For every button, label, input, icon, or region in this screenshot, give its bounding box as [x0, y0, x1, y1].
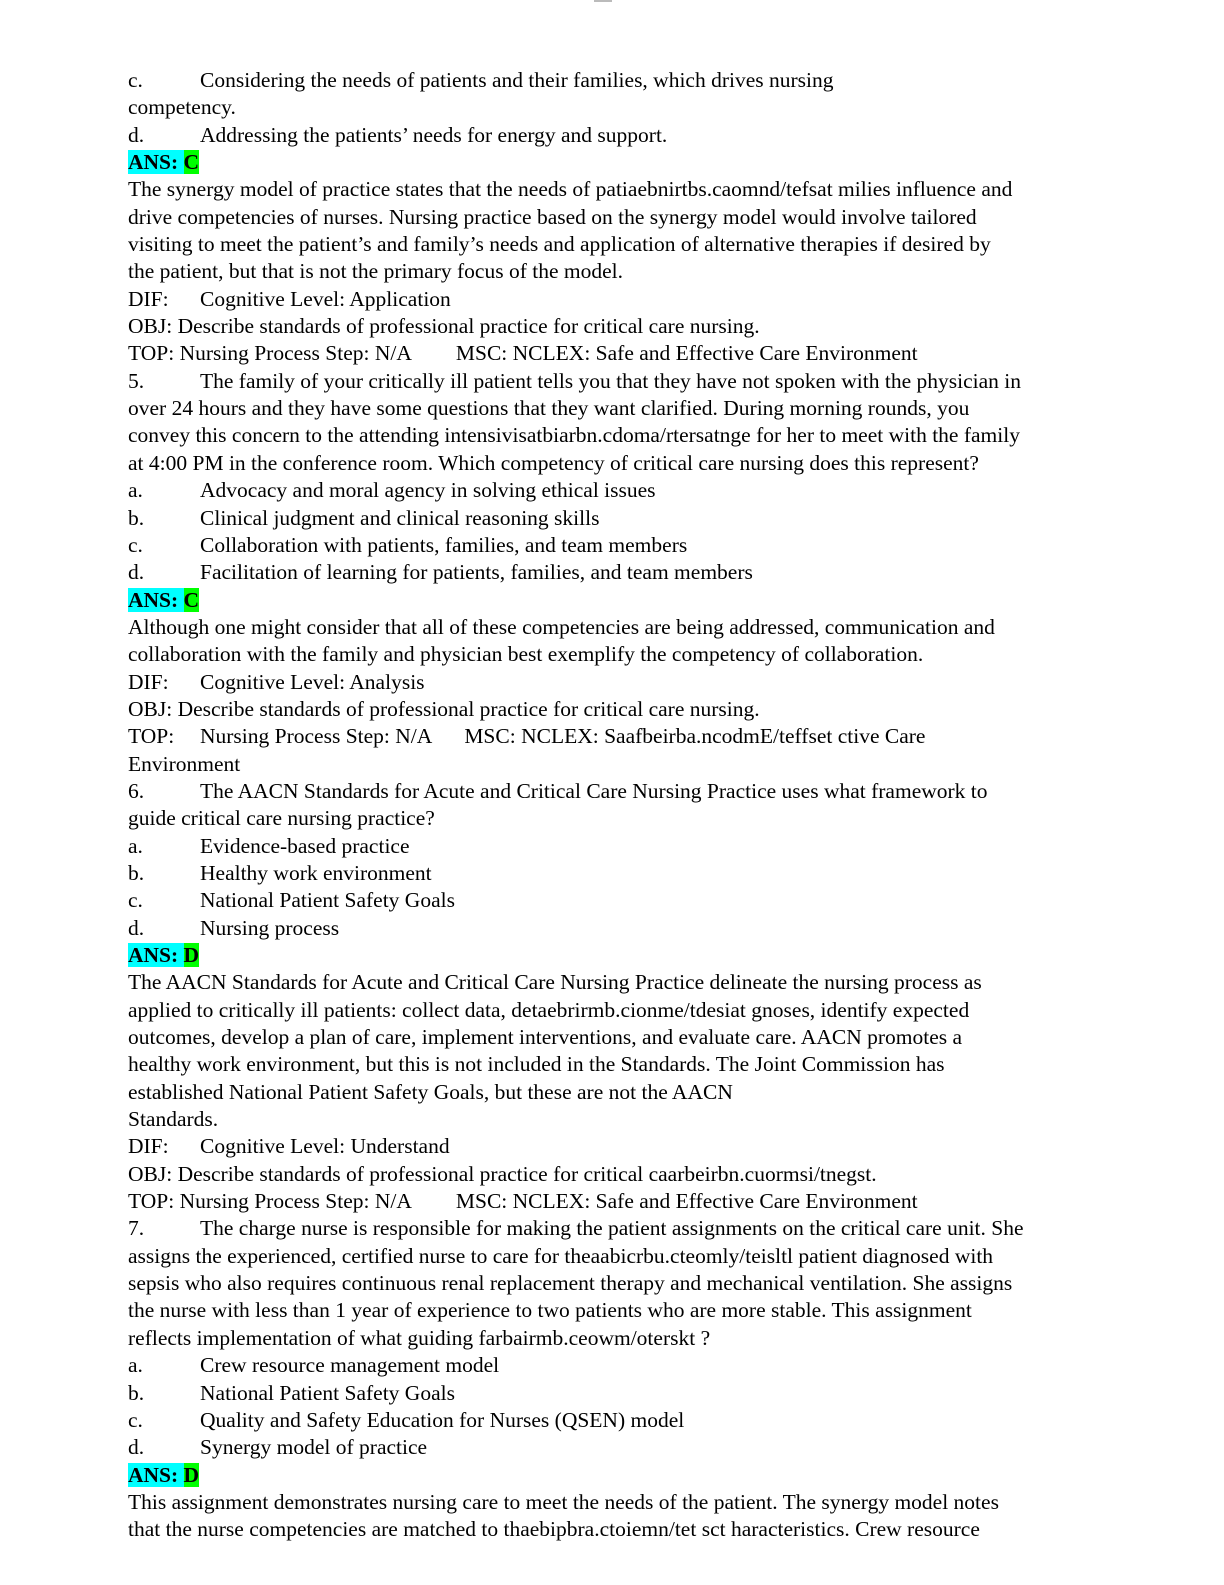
answer-letter: C — [183, 587, 200, 612]
labeled-line — [128, 1380, 1128, 1407]
line-text: Cognitive Level: Understand — [200, 1134, 450, 1159]
text-line — [128, 805, 1128, 832]
labeled-line — [128, 778, 1128, 805]
line-label: c. — [128, 532, 143, 557]
line-text: Cognitive Level: Analysis — [200, 669, 425, 694]
line-text: The charge nurse is responsible for making the patient assignments on the critical care unit. She — [200, 1216, 1024, 1241]
labeled-line — [128, 833, 1128, 860]
line-label: DIF: — [128, 1134, 169, 1159]
labeled-line — [128, 477, 1128, 504]
text-line — [128, 176, 1128, 203]
line-text: Evidence-based practice — [200, 833, 410, 858]
text-line — [128, 1051, 1128, 1078]
line-label: a. — [128, 1353, 143, 1378]
category-text: MSC: NCLEX: Safe and Effective Care Environment — [455, 341, 918, 366]
line-text: that the nurse competencies are matched to thaebipbra.ctoiemn/tet sct haracteristics. Crew resource — [128, 1517, 980, 1542]
line-text: collaboration with the family and physician best exemplify the competency of collaboration. — [128, 642, 924, 667]
line-text: established National Patient Safety Goals, but these are not the AACN — [128, 1079, 733, 1104]
text-line — [128, 1079, 1128, 1106]
answer-key-label: ANS: — [128, 587, 184, 612]
line-text: Advocacy and moral agency in solving ethical issues — [200, 478, 656, 503]
line-label: c. — [128, 1407, 143, 1432]
labeled-line — [128, 887, 1128, 914]
line-label: a. — [128, 833, 143, 858]
text-line — [128, 422, 1128, 449]
text-line — [128, 395, 1128, 422]
labeled-line — [128, 559, 1128, 586]
line-text: Quality and Safety Education for Nurses (QSEN) model — [200, 1407, 685, 1432]
topic-label: TOP: — [128, 724, 175, 749]
labeled-line — [128, 915, 1128, 942]
document-page — [128, 67, 1128, 1544]
answer-key-label: ANS: — [128, 943, 184, 967]
text-line — [128, 313, 1128, 340]
answer-line — [128, 1462, 1128, 1489]
labeled-line — [128, 505, 1128, 532]
line-text: This assignment demonstrates nursing care to meet the needs of the patient. The synergy model notes — [128, 1489, 999, 1514]
text-line — [128, 258, 1128, 285]
text-line — [128, 1270, 1128, 1297]
line-label: b. — [128, 1380, 145, 1405]
line-text: The AACN Standards for Acute and Critical Care Nursing Practice delineate the nursing process as — [128, 970, 982, 995]
labeled-line — [128, 860, 1128, 887]
page-top-mark — [594, 0, 612, 2]
answer-line — [128, 942, 1128, 969]
labeled-line — [128, 1407, 1128, 1434]
line-text: reflects implementation of what guiding farbairmb.ceowm/oterskt ? — [128, 1325, 711, 1350]
line-label: 5. — [128, 368, 145, 393]
meta-line — [128, 1188, 1128, 1215]
topic-text: Nursing Process Step: N/A — [200, 724, 433, 749]
labeled-line — [128, 122, 1128, 149]
meta-line — [128, 723, 1128, 750]
line-text: The AACN Standards for Acute and Critical Care Nursing Practice uses what framework to — [200, 778, 988, 803]
line-text: healthy work environment, but this is not included in the Standards. The Joint Commission has — [128, 1052, 945, 1077]
text-line — [128, 231, 1128, 258]
labeled-line — [128, 286, 1128, 313]
line-label: d. — [128, 1435, 145, 1460]
topic-text: TOP: Nursing Process Step: N/A — [128, 1189, 412, 1214]
labeled-line — [128, 1133, 1128, 1160]
labeled-line — [128, 1215, 1128, 1242]
answer-badge — [128, 150, 199, 174]
line-text: National Patient Safety Goals — [200, 888, 455, 913]
answer-badge — [128, 588, 199, 612]
text-line — [128, 450, 1128, 477]
line-label: d. — [128, 915, 145, 940]
line-text: Although one might consider that all of these competencies are being addressed, communication and — [128, 614, 995, 639]
category-text: MSC: NCLEX: Safe and Effective Care Environment — [455, 1189, 918, 1214]
line-text: Considering the needs of patients and their families, which drives nursing — [200, 68, 834, 92]
line-text: the nurse with less than 1 year of experience to two patients who are more stable. This assignment — [128, 1298, 972, 1323]
answer-letter: C — [183, 150, 200, 175]
text-line — [128, 204, 1128, 231]
answer-badge — [128, 943, 199, 967]
line-text: Synergy model of practice — [200, 1435, 428, 1460]
line-text: Healthy work environment — [200, 860, 432, 885]
category-text: MSC: NCLEX: Saafbeirba.ncodmE/teffset ctive Care — [464, 724, 926, 749]
text-line — [128, 969, 1128, 996]
answer-line — [128, 149, 1128, 176]
answer-key-label: ANS: — [128, 1462, 184, 1487]
line-label: c. — [128, 68, 143, 92]
text-line — [128, 1243, 1128, 1270]
line-text: sepsis who also requires continuous renal replacement therapy and mechanical ventilation. She assigns — [128, 1271, 1013, 1296]
answer-letter: D — [183, 943, 200, 967]
topic-text: TOP: Nursing Process Step: N/A — [128, 341, 412, 366]
line-text: Clinical judgment and clinical reasoning skills — [200, 505, 600, 530]
labeled-line — [128, 669, 1128, 696]
line-label: DIF: — [128, 286, 169, 311]
line-text: the patient, but that is not the primary focus of the model. — [128, 259, 623, 284]
text-line — [128, 1489, 1128, 1516]
answer-badge — [128, 1463, 199, 1487]
text-line — [128, 1516, 1128, 1543]
line-text: Collaboration with patients, families, and team members — [200, 532, 688, 557]
answer-key-label: ANS: — [128, 150, 184, 175]
text-line — [128, 997, 1128, 1024]
line-text: Addressing the patients’ needs for energy and support. — [200, 122, 668, 147]
line-text: Standards. — [128, 1107, 219, 1132]
line-label: b. — [128, 505, 145, 530]
line-label: 7. — [128, 1216, 145, 1241]
line-label: 6. — [128, 778, 145, 803]
text-line — [128, 641, 1128, 668]
line-text: The family of your critically ill patient tells you that they have not spoken with the physician in — [200, 368, 1021, 393]
line-text: guide critical care nursing practice? — [128, 806, 435, 831]
line-text: visiting to meet the patient’s and family’s needs and application of alternative therapies if desired by — [128, 232, 991, 257]
line-text: Crew resource management model — [200, 1353, 500, 1378]
line-label: b. — [128, 860, 145, 885]
line-text: outcomes, develop a plan of care, implement interventions, and evaluate care. AACN promotes a — [128, 1025, 963, 1050]
labeled-line — [128, 1352, 1128, 1379]
text-line — [128, 1106, 1128, 1133]
line-label: DIF: — [128, 669, 169, 694]
line-text: at 4:00 PM in the conference room. Which competency of critical care nursing does this represent? — [128, 450, 979, 475]
line-text: Nursing process — [200, 915, 340, 940]
line-text: The synergy model of practice states that the needs of patiaebnirtbs.caomnd/tefsat milies influence and — [128, 177, 1013, 202]
line-text: Cognitive Level: Application — [200, 286, 451, 311]
labeled-line — [128, 368, 1128, 395]
answer-line — [128, 587, 1128, 614]
text-line — [128, 1325, 1128, 1352]
line-text: OBJ: Describe standards of professional practice for critical care nursing. — [128, 314, 760, 339]
meta-line — [128, 340, 1128, 367]
line-text: OBJ: Describe standards of professional practice for critical caarbeirbn.cuormsi/tnegst. — [128, 1161, 877, 1186]
line-text: competency. — [128, 95, 236, 120]
line-text: applied to critically ill patients: collect data, detaebrirmb.cionme/tdesiat gnoses, identify expected — [128, 997, 970, 1022]
line-label: a. — [128, 478, 143, 503]
text-line — [128, 1024, 1128, 1051]
line-text: over 24 hours and they have some questions that they want clarified. During morning rounds, you — [128, 396, 970, 421]
text-line — [128, 696, 1128, 723]
labeled-line — [128, 67, 1128, 94]
text-line — [128, 1161, 1128, 1188]
text-line — [128, 1297, 1128, 1324]
line-text: National Patient Safety Goals — [200, 1380, 455, 1405]
labeled-line — [128, 1434, 1128, 1461]
line-label: c. — [128, 888, 143, 913]
labeled-line — [128, 532, 1128, 559]
line-label: d. — [128, 560, 145, 585]
line-text: convey this concern to the attending intensivisatbiarbn.cdoma/rtersatnge for her to meet with the family — [128, 423, 1020, 448]
text-line — [128, 614, 1128, 641]
line-label: d. — [128, 122, 145, 147]
line-text: Facilitation of learning for patients, families, and team members — [200, 560, 753, 585]
text-line — [128, 94, 1128, 121]
line-text: OBJ: Describe standards of professional practice for critical care nursing. — [128, 696, 760, 721]
answer-letter: D — [183, 1462, 200, 1487]
line-text: assigns the experienced, certified nurse to care for theaabicrbu.cteomly/teisltl patient diagnosed with — [128, 1243, 994, 1268]
line-text: drive competencies of nurses. Nursing practice based on the synergy model would involve tailored — [128, 204, 977, 229]
text-line — [128, 751, 1128, 778]
line-text: Environment — [128, 751, 241, 776]
